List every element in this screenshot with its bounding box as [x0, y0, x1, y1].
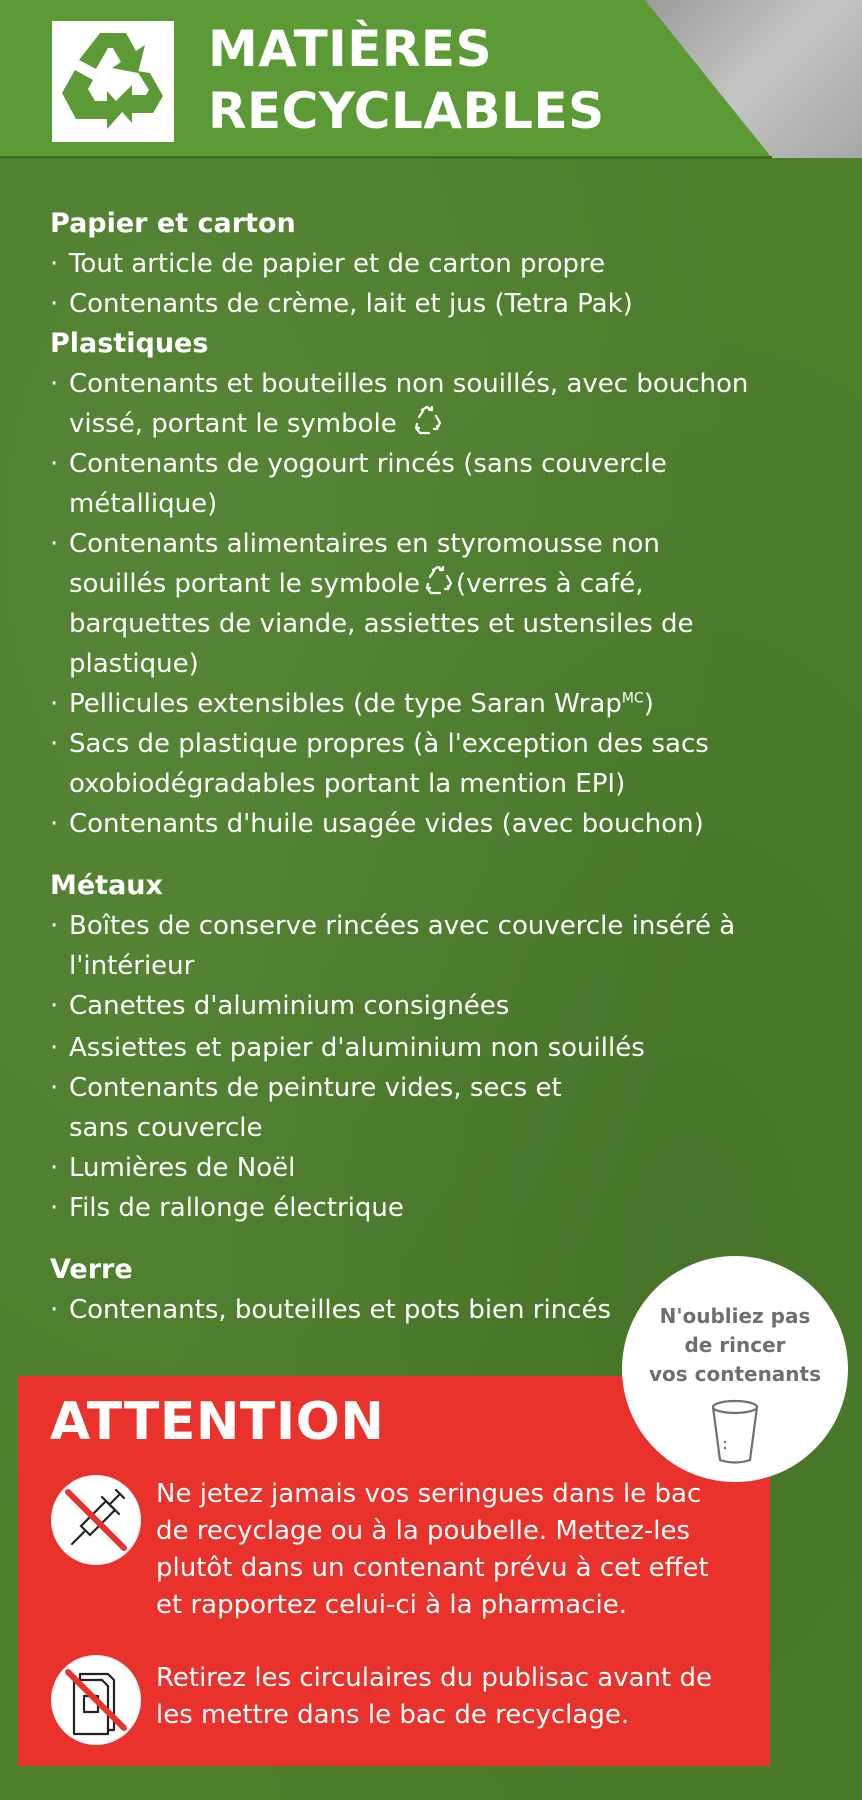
list-item: · Contenants, bouteilles et pots bien rincés [50, 1295, 612, 1325]
rinse-reminder-badge [622, 1256, 848, 1482]
no-flyers-icon [50, 1654, 142, 1746]
list-item: · Pellicules extensibles (de type Saran Wrap$^{MC}$) [50, 689, 654, 719]
syringe-warning-text: Ne jetez jamais vos seringues dans le bac de recyclage ou à la poubelle. Mettez-les plutôt dans un contenant prévu à cet effet et rapportez celui-ci à la pharmacie. [156, 1479, 709, 1620]
list-item: · Contenants de yogourt rincés (sans couvercle métallique) [50, 449, 667, 519]
list-item: · Boîtes de conserve rincées avec couvercle inséré à l'intérieur [50, 911, 736, 981]
list-item: · Assiettes et papier d'aluminium non souillés [50, 1033, 645, 1063]
flyers-warning-text: Retirez les circulaires du publisac avant de les mettre dans le bac de recyclage. [156, 1663, 712, 1730]
list-item: · Tout article de papier et de carton propre [50, 249, 606, 279]
header-divider [0, 156, 772, 159]
recycle-symbol-icon [422, 566, 454, 596]
title-line-2: RECYCLABLES [208, 82, 605, 140]
section-title-paper: Papier et carton [50, 208, 296, 239]
list-item: · Sacs de plastique propres (à l'exception des sacs oxobiodégradables portant la mention EPI) [50, 729, 709, 799]
reminder-line-2: de rincer [684, 1333, 786, 1357]
reminder-line-3: vos contenants [648, 1362, 822, 1386]
section-title-glass: Verre [50, 1254, 133, 1285]
list-item: · Lumières de Noël [50, 1153, 296, 1183]
list-item: · Contenants d'huile usagée vides (avec bouchon) [50, 809, 704, 839]
recycle-logo [52, 21, 174, 142]
recycle-symbol-icon [411, 406, 443, 436]
no-syringe-icon [50, 1474, 142, 1566]
list-item: · Canettes d'aluminium consignées [50, 991, 510, 1021]
attention-title: ATTENTION [50, 1392, 385, 1452]
cup-icon [710, 1398, 760, 1466]
list-item: · Fils de rallonge électrique [50, 1193, 404, 1223]
section-title-metals: Métaux [50, 870, 163, 901]
page-title [208, 18, 605, 142]
list-item: · Contenants et bouteilles non souillés, avec bouchon vissé, portant le symbole [50, 369, 749, 439]
reminder-line-1: N'oubliez pas [659, 1304, 811, 1328]
recyclable-list [50, 204, 770, 1330]
section-title-plastics: Plastiques [50, 328, 209, 359]
list-item: · Contenants de crème, lait et jus (Tetra Pak) [50, 289, 633, 319]
title-line-1: MATIÈRES [208, 20, 493, 78]
recycle-icon [52, 21, 174, 142]
list-item: · Contenants alimentaires en styromousse non souillés portant le symbole (verres à café, barquettes de viande, assiettes et ustensiles de plastique) [50, 529, 694, 679]
list-item: · Contenants de peinture vides, secs et sans couvercle [50, 1073, 562, 1143]
